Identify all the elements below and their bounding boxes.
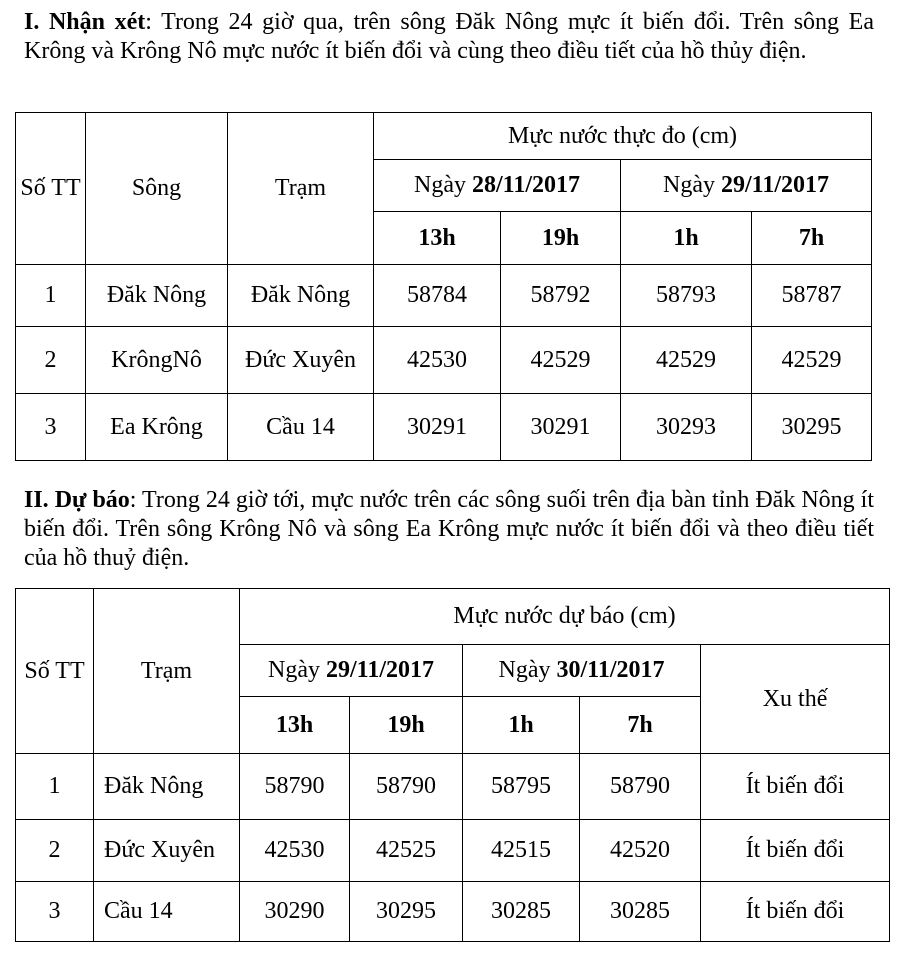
cell-value: 42525 [350,820,463,882]
day-prefix: Ngày [663,172,721,198]
observation-separator: : [145,9,162,35]
day-header-1 [240,645,463,697]
cell-no: 1 [16,754,94,820]
cell-value: 58790 [580,754,701,820]
table-row [16,754,890,820]
forecast-water-level-table [15,588,890,942]
hour-header: 1h [621,212,752,265]
cell-value: 42529 [752,327,872,394]
cell-value: 42529 [621,327,752,394]
cell-no: 3 [16,394,86,461]
cell-river: Ea Krông [86,394,228,461]
col-header-station: Trạm [94,589,240,754]
col-header-no: Số TT [16,589,94,754]
cell-value: 30290 [240,882,350,942]
col-header-trend: Xu thế [701,645,890,754]
day-prefix: Ngày [268,657,326,683]
hour-header: 7h [752,212,872,265]
day-date: 30/11/2017 [556,657,665,683]
hour-header: 13h [374,212,501,265]
hour-header: 7h [580,697,701,754]
cell-value: 30291 [501,394,621,461]
hour-header: 19h [501,212,621,265]
cell-station: Đăk Nông [228,265,374,327]
cell-value: 42529 [501,327,621,394]
forecast-text: Trong 24 giờ tới, mực nước trên các sông suối trên địa bàn tỉnh Đăk Nông ít biến đổi. Trên sông Krông Nô và sông Ea Krông mực nước ít biến đổi và theo điều tiết của hồ thuỷ điện. [24,487,875,571]
table-row [16,265,872,327]
cell-station: Đức Xuyên [94,820,240,882]
cell-no: 2 [16,327,86,394]
cell-value: 30285 [463,882,580,942]
forecast-paragraph [24,486,874,573]
cell-river: Đăk Nông [86,265,228,327]
cell-station: Cầu 14 [94,882,240,942]
day-header-1 [374,160,621,212]
forecast-separator: : [129,487,143,513]
cell-trend: Ít biến đổi [701,820,890,882]
cell-no: 1 [16,265,86,327]
day-date: 28/11/2017 [471,172,580,198]
cell-value: 30295 [752,394,872,461]
group-header-measured: Mực nước thực đo (cm) [374,113,872,160]
cell-value: 30293 [621,394,752,461]
cell-value: 58787 [752,265,872,327]
forecast-heading: II. Dự báo [24,487,130,513]
cell-trend: Ít biến đổi [701,754,890,820]
group-header-forecast: Mực nước dự báo (cm) [240,589,890,645]
col-header-no: Số TT [16,113,86,265]
cell-value: 42530 [240,820,350,882]
table-row [16,327,872,394]
cell-value: 30291 [374,394,501,461]
table-row [16,820,890,882]
cell-value: 42520 [580,820,701,882]
cell-value: 42515 [463,820,580,882]
cell-no: 3 [16,882,94,942]
cell-value: 30295 [350,882,463,942]
col-header-station: Trạm [228,113,374,265]
hour-header: 1h [463,697,580,754]
cell-value: 58793 [621,265,752,327]
measured-water-level-table [15,112,872,461]
cell-value: 58792 [501,265,621,327]
day-prefix: Ngày [498,657,557,683]
day-date: 29/11/2017 [325,657,434,683]
observation-heading: I. Nhận xét [24,9,146,35]
cell-value: 58790 [350,754,463,820]
col-header-river: Sông [86,113,228,265]
cell-value: 58784 [374,265,501,327]
day-prefix: Ngày [414,172,472,198]
cell-value: 58790 [240,754,350,820]
observation-text: Trong 24 giờ qua, trên sông Đăk Nông mực ít biến đổi. Trên sông Ea Krông và Krông Nô mực nước ít biến đổi và cùng theo điều tiết của hồ thủy điện. [24,9,874,64]
cell-value: 42530 [374,327,501,394]
observation-paragraph [24,8,874,66]
cell-value: 30285 [580,882,701,942]
table-row [16,394,872,461]
table-row [16,882,890,942]
hour-header: 13h [240,697,350,754]
day-date: 29/11/2017 [721,172,830,198]
cell-station: Đăk Nông [94,754,240,820]
cell-trend: Ít biến đổi [701,882,890,942]
cell-station: Cầu 14 [228,394,374,461]
day-header-2 [463,645,701,697]
hour-header: 19h [350,697,463,754]
day-header-2 [621,160,872,212]
cell-no: 2 [16,820,94,882]
cell-value: 58795 [463,754,580,820]
cell-station: Đức Xuyên [228,327,374,394]
cell-river: KrôngNô [86,327,228,394]
